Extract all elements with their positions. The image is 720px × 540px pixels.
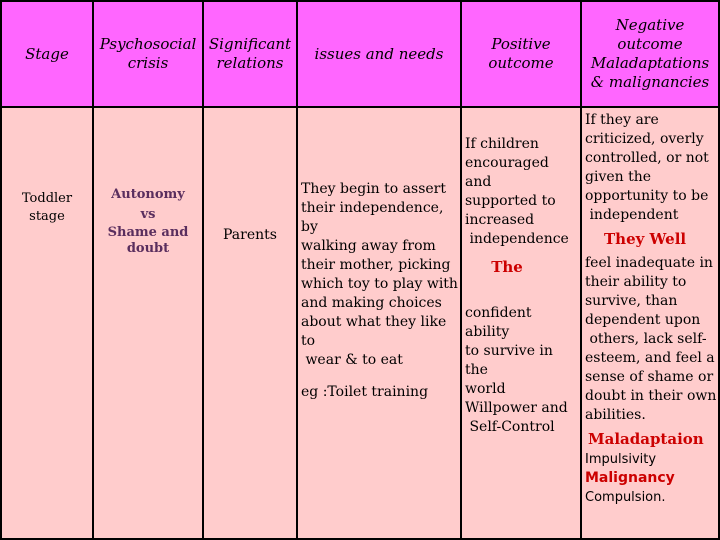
header-positive-line: Positive bbox=[491, 35, 551, 53]
positive-line: world bbox=[465, 381, 506, 397]
cell-stage bbox=[2, 108, 92, 538]
negative-line: abilities. bbox=[585, 407, 646, 423]
cell-positive bbox=[462, 108, 580, 538]
issues-line: their mother, picking bbox=[301, 257, 451, 273]
positive-line: Willpower and bbox=[465, 400, 568, 416]
header-crisis-line: Psychosocial bbox=[99, 35, 197, 53]
issues-example: eg :Toilet training bbox=[301, 384, 429, 400]
header-relations-line: Significant bbox=[208, 35, 292, 53]
header-relations bbox=[204, 2, 296, 106]
cell-negative bbox=[582, 108, 718, 538]
issues-line: walking away from bbox=[301, 238, 436, 254]
negative-line: esteem, and feel a bbox=[585, 350, 715, 366]
issues-line: wear & to eat bbox=[301, 352, 403, 368]
issues-line: which toy to play with bbox=[301, 276, 458, 292]
cell-relations bbox=[204, 108, 296, 538]
header-negative-line: & malignancies bbox=[590, 73, 710, 91]
negative-line: opportunity to be bbox=[585, 188, 709, 204]
positive-line: increased bbox=[465, 212, 535, 228]
issues-line: and making choices bbox=[301, 295, 442, 311]
crisis-line: vs bbox=[140, 207, 156, 222]
header-negative-line: Maladaptations bbox=[590, 54, 710, 72]
header-relations-line: relations bbox=[216, 54, 284, 72]
crisis-line: Shame and bbox=[107, 225, 189, 240]
positive-the: The bbox=[491, 258, 523, 276]
stage-line: stage bbox=[29, 209, 65, 224]
header-negative-line: Negative bbox=[615, 16, 685, 34]
crisis-line: doubt bbox=[126, 241, 170, 256]
header-negative-line: outcome bbox=[617, 35, 683, 53]
positive-line: independence bbox=[465, 231, 569, 247]
positive-line: encouraged and bbox=[465, 155, 549, 190]
header-positive bbox=[462, 2, 580, 106]
malignancy-label: Malignancy bbox=[585, 470, 675, 486]
positive-line: to survive in the bbox=[465, 343, 553, 378]
issues-line: their independence, by bbox=[301, 200, 444, 235]
negative-line: If they are bbox=[585, 112, 659, 128]
maladaptation-label: Maladaptaion bbox=[588, 430, 704, 448]
header-positive-line: outcome bbox=[488, 54, 554, 72]
negative-line: given the bbox=[585, 169, 652, 185]
negative-line: doubt in their own bbox=[585, 388, 717, 404]
negative-line: controlled, or not bbox=[585, 150, 709, 166]
header-negative bbox=[582, 2, 718, 106]
header-crisis-line: crisis bbox=[127, 54, 169, 72]
maladaptation-value: Impulsivity bbox=[585, 452, 657, 467]
negative-line: dependent upon bbox=[585, 312, 701, 328]
negative-line: criticized, overly bbox=[585, 131, 704, 147]
positive-line: confident ability bbox=[465, 305, 532, 340]
negative-line: others, lack self- bbox=[585, 331, 707, 347]
cell-crisis bbox=[94, 108, 202, 538]
header-issues-text: issues and needs bbox=[314, 44, 444, 63]
positive-line: If children bbox=[465, 136, 539, 152]
negative-well: They Well bbox=[604, 230, 687, 248]
positive-line: Self-Control bbox=[465, 419, 555, 435]
header-issues bbox=[298, 2, 460, 106]
header-crisis bbox=[94, 2, 202, 106]
header-stage-text: Stage bbox=[25, 44, 69, 63]
issues-line: They begin to assert bbox=[301, 181, 446, 197]
cell-issues bbox=[298, 108, 460, 538]
malignancy-value: Compulsion. bbox=[585, 490, 666, 505]
issues-line: about what they like to bbox=[301, 314, 447, 349]
negative-line: independent bbox=[585, 207, 679, 223]
negative-line: survive, than bbox=[585, 293, 678, 309]
stage-line: Toddler bbox=[21, 191, 73, 206]
positive-line: supported to bbox=[465, 193, 556, 209]
negative-line: their ability to bbox=[585, 274, 687, 290]
header-stage bbox=[2, 2, 92, 106]
crisis-line: Autonomy bbox=[111, 187, 185, 202]
negative-line: sense of shame or bbox=[585, 369, 714, 385]
negative-line: feel inadequate in bbox=[585, 255, 713, 271]
relations-text: Parents bbox=[223, 227, 277, 243]
